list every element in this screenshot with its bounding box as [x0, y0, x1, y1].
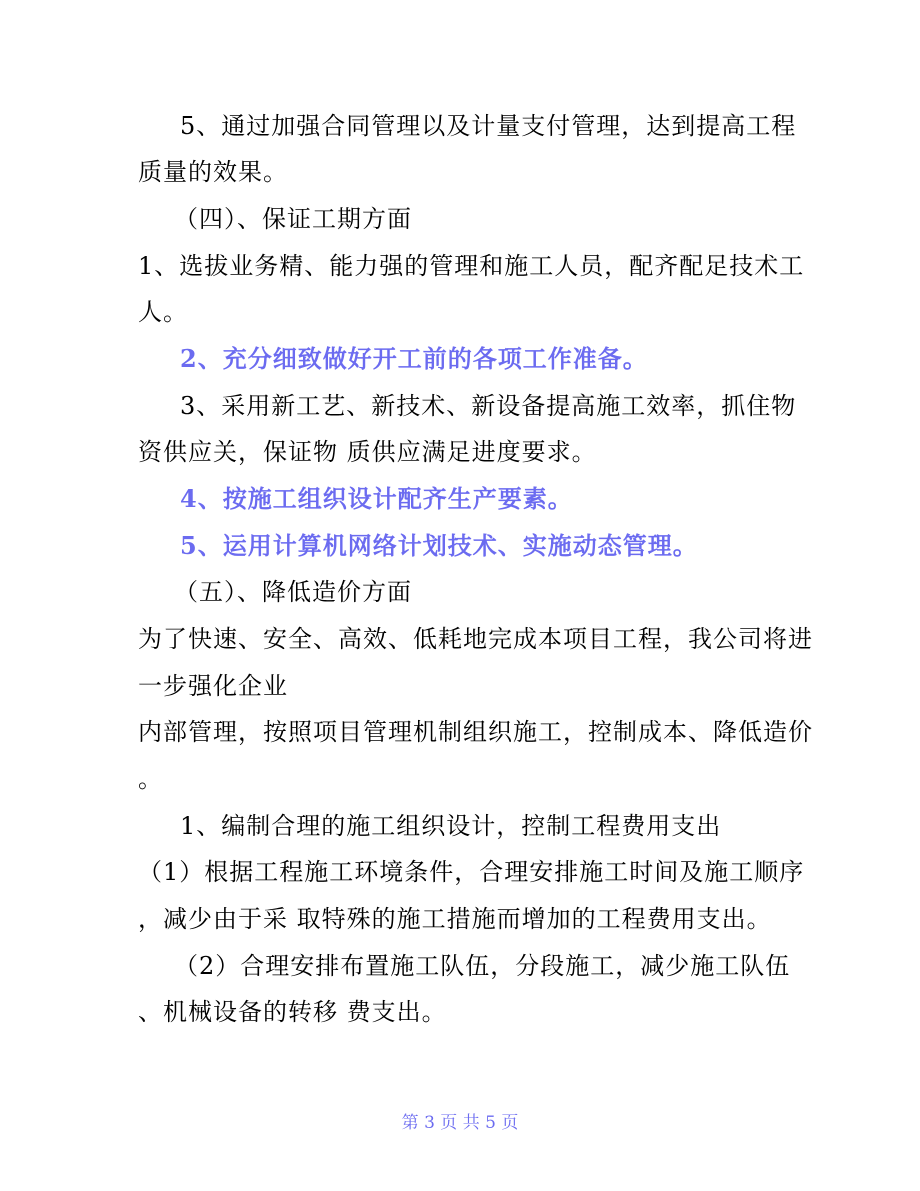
highlighted-line: 4、按施工组织设计配齐生产要素。: [180, 484, 573, 513]
paragraph-line: （1）根据工程施工环境条件，合理安排施工时间及施工顺序: [138, 858, 805, 886]
section-heading: （四）、保证工期方面: [174, 205, 412, 233]
paragraph-line: 为了快速、安全、高效、低耗地完成本项目工程，我公司将进: [138, 625, 813, 653]
highlighted-line: 5、运用计算机网络计划技术、实施动态管理。: [180, 531, 698, 560]
paragraph-line: 一步强化企业: [138, 672, 288, 700]
page-number: 第 3 页 共 5 页: [401, 1113, 519, 1133]
paragraph-line: 内部管理，按照项目管理机制组织施工，控制成本、降低造价: [138, 718, 813, 746]
paragraph-line: 5、通过加强合同管理以及计量支付管理，达到提高工程: [180, 112, 797, 140]
paragraph-line: 1、选拔业务精、能力强的管理和施工人员，配齐配足技术工: [138, 252, 805, 280]
highlighted-line: 2、充分细致做好开工前的各项工作准备。: [180, 344, 648, 373]
paragraph-line: （2）合理安排布置施工队伍，分段施工，减少施工队伍: [174, 952, 791, 980]
paragraph-line: 资供应关，保证物 质供应满足进度要求。: [138, 438, 597, 466]
paragraph-line: ，减少由于采 取特殊的施工措施而增加的工程费用支出。: [138, 905, 772, 933]
paragraph-line: 、机械设备的转移 费支出。: [138, 998, 447, 1026]
paragraph-line: 。: [138, 765, 163, 793]
paragraph-line: 1、编制合理的施工组织设计，控制工程费用支出: [180, 812, 722, 840]
paragraph-line: 人。: [138, 298, 188, 326]
paragraph-line: 质量的效果。: [138, 158, 288, 186]
paragraph-line: 3、采用新工艺、新技术、新设备提高施工效率，抓住物: [180, 392, 797, 420]
section-heading: （五）、降低造价方面: [174, 578, 412, 606]
